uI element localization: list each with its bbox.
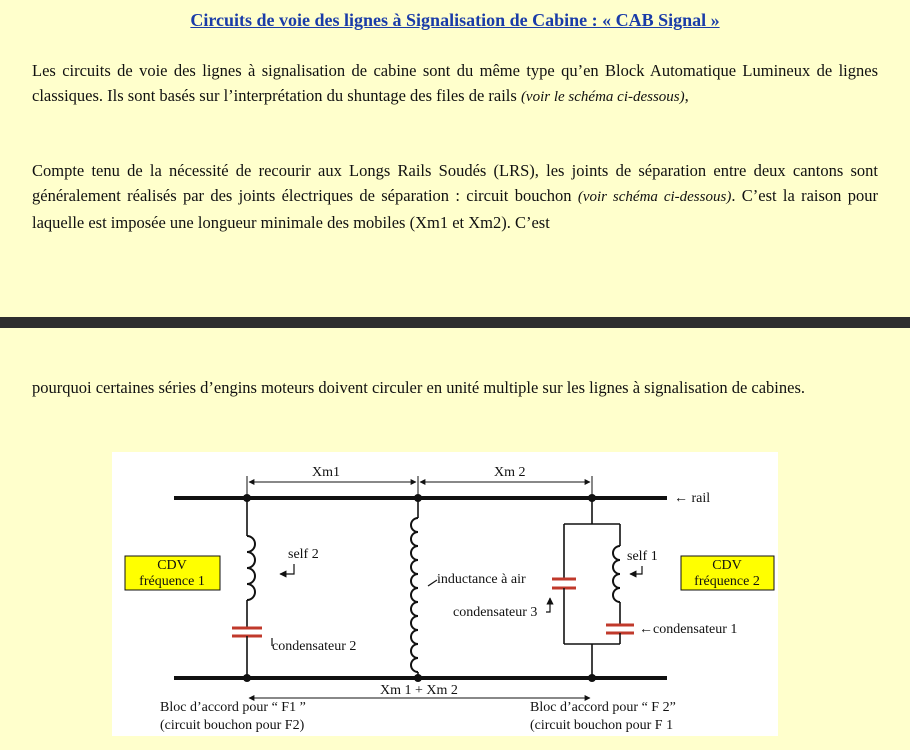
inductance-pointer-icon <box>428 580 437 586</box>
page-separator <box>0 317 910 328</box>
self1-coil-icon <box>613 546 620 602</box>
condensateur3-label: condensateur 3 <box>453 605 538 620</box>
paragraph-1-end: , <box>684 86 689 105</box>
paragraph-3 <box>32 375 878 400</box>
self1-pointer-icon <box>630 566 642 574</box>
xm2-label: Xm 2 <box>494 465 526 480</box>
cdv2-label-line2: fréquence 2 <box>694 574 760 589</box>
xm-sum-label: Xm 1 + Xm 2 <box>380 683 458 698</box>
paragraph-2-italic: (voir schéma ci-dessous) <box>577 189 732 205</box>
cdv1-label-line2: fréquence 1 <box>139 574 205 589</box>
paragraph-1-italic: (voir le schéma ci-dessous) <box>520 89 685 105</box>
rail-label: ← rail <box>674 491 711 506</box>
paragraph-2-text: Compte tenu de la nécessité de recourir aux Longs Rails Soudés (LRS), les joints de séparation entre deux cantons sont généralement réalisés par des joints électriques de séparation : circuit bouchon <box>32 161 878 205</box>
track-circuit-diagram <box>112 452 778 736</box>
self2-pointer-icon <box>280 564 294 574</box>
condensateur2-label: condensateur 2 <box>272 639 357 654</box>
self1-label: self 1 <box>627 549 658 564</box>
condensateur1-label: ←condensateur 1 <box>639 622 738 637</box>
paragraph-3-text: pourquoi certaines séries d’engins moteurs doivent circuler en unité multiple sur les lignes à signalisation de cabines. <box>32 378 806 397</box>
inductance-coil-icon <box>411 518 418 672</box>
xm1-label: Xm1 <box>312 465 340 480</box>
bloc1-label-line1: Bloc d’accord pour “ F1 ” <box>160 700 306 715</box>
self2-label: self 2 <box>288 547 319 562</box>
bloc2-label-line2: (circuit bouchon pour F 1 <box>530 718 674 733</box>
page-title: Circuits de voie des lignes à Signalisation de Cabine : « CAB Signal » <box>190 10 720 30</box>
cdv1-label-line1: CDV <box>157 558 187 573</box>
self2-coil-icon <box>247 536 255 600</box>
cdv2-label-line1: CDV <box>712 558 742 573</box>
bloc2-label-line1: Bloc d’accord pour “ F 2” <box>530 700 676 715</box>
bloc1-label-line2: (circuit bouchon pour F2) <box>160 718 305 733</box>
paragraph-2-end: . C’est la raison pour laquelle est imposée une longueur minimale des mobiles (Xm1 et Xm2). C’est <box>32 186 878 232</box>
inductance-label: inductance à air <box>437 572 526 587</box>
paragraph-1 <box>32 58 878 110</box>
paragraph-1-text: Les circuits de voie des lignes à signalisation de cabine sont du même type qu’en Block Automatique Lumineux de lignes classiques. Ils sont basés sur l’interprétation du shuntage des files de rails <box>32 61 878 105</box>
paragraph-2 <box>32 158 878 235</box>
condensateur3-pointer-icon <box>546 598 550 612</box>
